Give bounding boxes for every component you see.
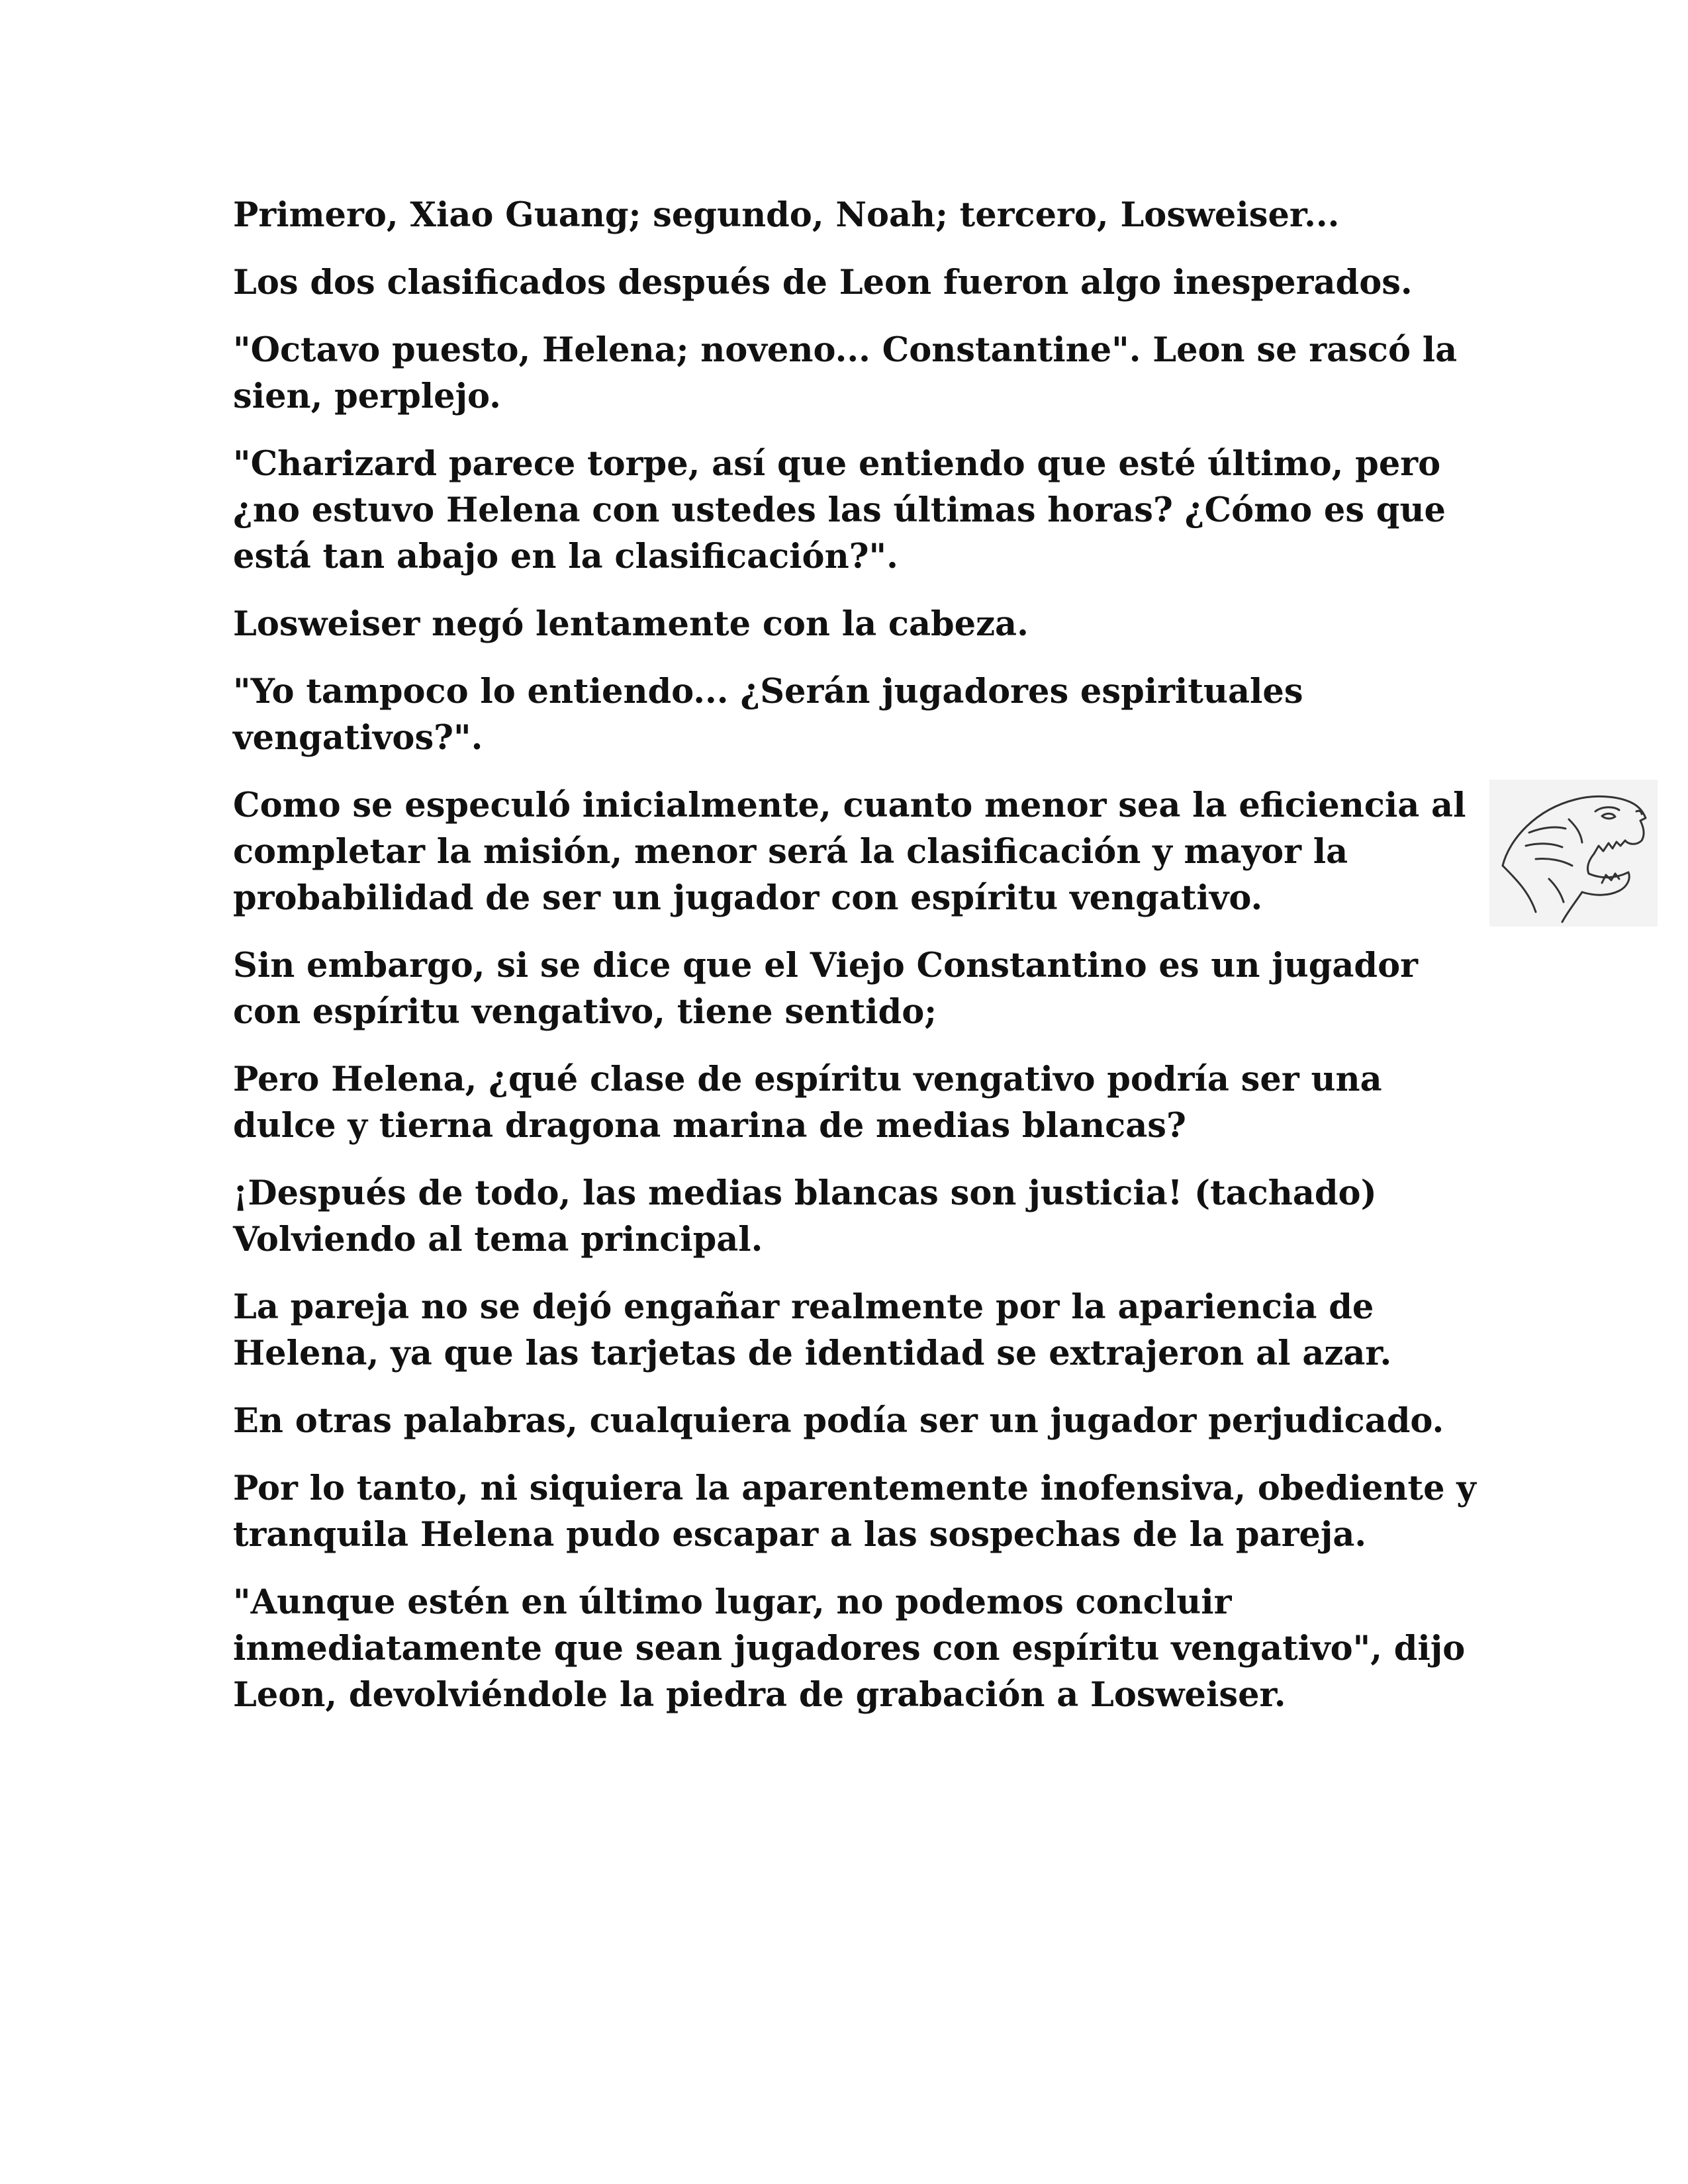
- paragraph: Como se especuló inicialmente, cuanto menor sea la eficiencia al completar la misión, menor será la clasificación y mayor la probabilidad de ser un jugador con espíritu vengativo.: [233, 786, 1466, 918]
- paragraph: ¡Después de todo, las medias blancas son justicia! (tachado) Volviendo al tema principal.: [233, 1173, 1377, 1259]
- document-body: [233, 192, 1477, 1739]
- paragraph: "Aunque estén en último lugar, no podemos concluir inmediatamente que sean jugadores con espíritu vengativo", dijo Leon, devolviéndole la piedra de grabación a Losweiser.: [233, 1582, 1466, 1715]
- paragraph: "Charizard parece torpe, así que entiendo que esté último, pero ¿no estuvo Helena con ustedes las últimas horas? ¿Cómo es que está tan abajo en la clasificación?".: [233, 444, 1446, 576]
- paragraph: Losweiser negó lentamente con la cabeza.: [233, 604, 1029, 644]
- paragraph: La pareja no se dejó engañar realmente por la apariencia de Helena, ya que las tarjetas de identidad se extrajeron al azar.: [233, 1287, 1392, 1373]
- paragraph: Sin embargo, si se dice que el Viejo Constantino es un jugador con espíritu vengativo, tiene sentido;: [233, 946, 1418, 1032]
- paragraph: En otras palabras, cualquiera podía ser un jugador perjudicado.: [233, 1401, 1444, 1441]
- paragraph: Los dos clasificados después de Leon fueron algo inesperados.: [233, 263, 1413, 302]
- paragraph: "Yo tampoco lo entiendo... ¿Serán jugadores espirituales vengativos?".: [233, 672, 1303, 758]
- paragraph: "Octavo puesto, Helena; noveno... Constantine". Leon se rascó la sien, perplejo.: [233, 330, 1458, 416]
- paragraph: Por lo tanto, ni siquiera la aparentemente inofensiva, obediente y tranquila Helena pudo escapar a las sospechas de la pareja.: [233, 1469, 1476, 1555]
- dinosaur-sketch-icon: [1489, 780, 1658, 927]
- paragraph: Primero, Xiao Guang; segundo, Noah; tercero, Losweiser...: [233, 195, 1340, 235]
- paragraph: Pero Helena, ¿qué clase de espíritu vengativo podría ser una dulce y tierna dragona marina de medias blancas?: [233, 1060, 1382, 1146]
